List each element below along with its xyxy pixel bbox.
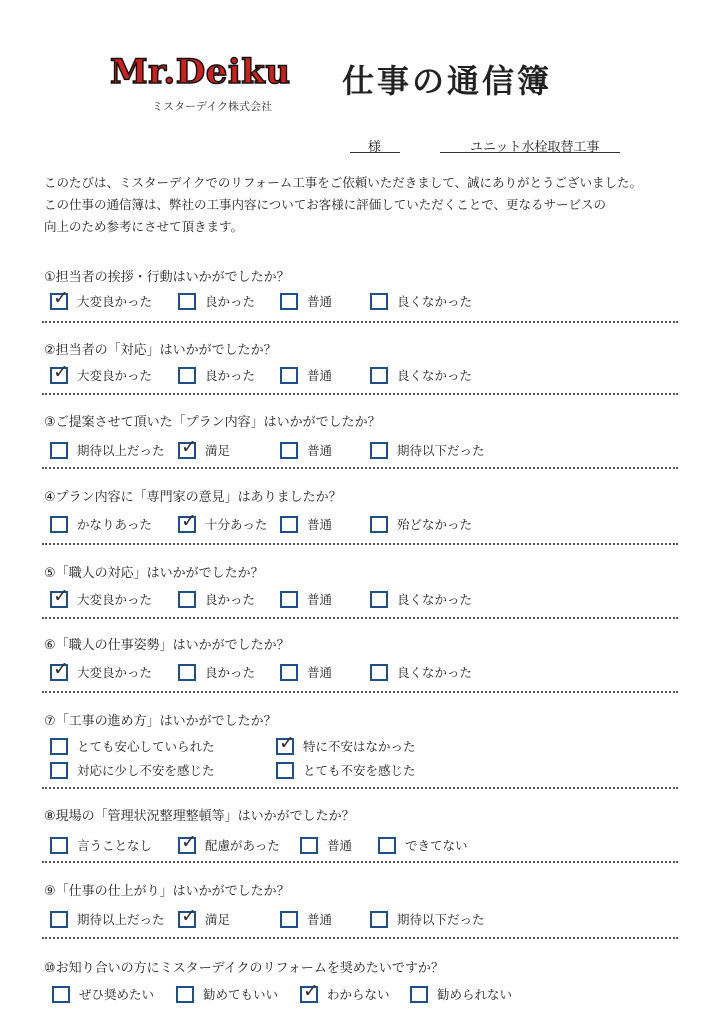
question-title: ③ご提案させて頂いた「プラン内容」はいかがでしたか？ [44, 415, 381, 430]
answer-label: かなりあった [77, 517, 152, 532]
answer-checkbox[interactable] [178, 904, 197, 928]
answer-checkbox[interactable] [370, 367, 388, 384]
check-mark-icon: ✓ [53, 657, 69, 680]
answer-label: とても安心していられた [77, 739, 215, 754]
answer-option[interactable] [280, 292, 332, 310]
answer-option[interactable] [50, 286, 153, 310]
answer-checkbox[interactable] [378, 837, 396, 854]
answer-checkbox[interactable] [280, 664, 298, 681]
logo: Mr.Deiku [110, 52, 291, 92]
answer-checkbox[interactable] [178, 435, 197, 459]
answer-checkbox[interactable] [300, 979, 319, 1003]
answer-checkbox[interactable] [50, 911, 68, 928]
question-title: ②担当者の「対応」はいかがでしたか？ [44, 343, 277, 358]
question-title: ①担当者の挨拶・行動はいかがでしたか？ [44, 270, 290, 285]
answer-option[interactable] [280, 515, 332, 533]
check-mark-icon: ✓ [303, 979, 319, 1002]
answer-label: 言うことなし [77, 838, 153, 853]
answer-checkbox[interactable] [370, 664, 388, 681]
check-mark-icon: ✓ [181, 830, 197, 853]
answer-checkbox[interactable] [50, 762, 68, 779]
document-title: 仕事の通信簿 [342, 62, 553, 100]
answer-option[interactable] [50, 515, 152, 533]
answer-option[interactable] [50, 761, 215, 779]
answer-option[interactable] [50, 910, 165, 928]
company-name: ミスターデイク株式会社 [152, 100, 273, 113]
question-title: ⑦「工事の進め方」はいかがでしたか？ [44, 714, 277, 729]
answer-label: 良かった [205, 368, 256, 383]
answer-checkbox[interactable] [300, 837, 318, 854]
answer-option[interactable] [280, 910, 332, 928]
answer-checkbox[interactable] [50, 360, 69, 384]
answer-checkbox[interactable] [50, 516, 68, 533]
answer-label: 期待以上だった [77, 912, 165, 927]
answer-label: 配慮があった [205, 838, 280, 853]
intro-line: 向上のため参考にさせて頂きます。 [44, 219, 244, 234]
answer-option[interactable] [50, 360, 153, 384]
answer-label: 良くなかった [397, 368, 473, 383]
answer-option[interactable] [370, 515, 472, 533]
intro-line: このたびは、ミスターデイクでのリフォーム工事をご依頼いただきまして、誠にありがとうございました。 [44, 175, 643, 190]
answer-label: 普通 [307, 294, 333, 309]
answer-label: 勧めてもいい [203, 987, 279, 1002]
work-name: ユニット水栓取替工事 [470, 140, 600, 155]
answer-option[interactable] [276, 731, 416, 755]
answer-option[interactable] [276, 761, 416, 779]
answer-checkbox[interactable] [178, 591, 196, 608]
answer-option[interactable] [178, 509, 268, 533]
answer-label: 満足 [205, 912, 231, 927]
check-mark-icon: ✓ [53, 584, 69, 607]
answer-checkbox[interactable] [178, 509, 197, 533]
answer-option[interactable] [370, 441, 485, 459]
question-title: ⑨「仕事の仕上がり」はいかがでしたか？ [44, 884, 290, 899]
answer-option[interactable] [178, 292, 255, 310]
answer-option[interactable] [280, 663, 332, 681]
section-divider [42, 543, 678, 545]
answer-checkbox[interactable] [370, 293, 388, 310]
answer-label: 満足 [205, 443, 231, 458]
work-underline [440, 152, 620, 153]
answer-checkbox[interactable] [50, 286, 69, 310]
answer-option[interactable] [178, 366, 255, 384]
answer-checkbox[interactable] [280, 293, 298, 310]
section-divider [42, 467, 678, 469]
answer-label: 普通 [307, 665, 333, 680]
section-divider [42, 393, 678, 395]
question-title: ⑥「職人の仕事姿勢」はいかがでしたか？ [44, 638, 290, 653]
answer-label: ぜひ奨めたい [79, 987, 155, 1002]
answer-checkbox[interactable] [50, 584, 69, 608]
intro-line: この仕事の通信簿は、弊社の工事内容についてお客様に評価していただくことで、更なるサービスの [44, 197, 607, 212]
answer-label: 対応に少し不安を感じた [77, 763, 215, 778]
answer-checkbox[interactable] [50, 657, 69, 681]
answer-option[interactable] [280, 366, 332, 384]
answer-option[interactable] [378, 836, 468, 854]
check-mark-icon: ✓ [53, 286, 69, 309]
answer-checkbox[interactable] [176, 986, 194, 1003]
answer-label: 期待以下だった [397, 443, 485, 458]
question-title: ⑤「職人の対応」はいかがでしたか？ [44, 566, 264, 581]
answer-checkbox[interactable] [280, 442, 298, 459]
answer-option[interactable] [370, 910, 485, 928]
answer-checkbox[interactable] [370, 516, 388, 533]
customer-underline [350, 152, 400, 153]
answer-checkbox[interactable] [410, 986, 428, 1003]
answer-option[interactable] [410, 985, 512, 1003]
intro-text [44, 172, 642, 238]
answer-label: 良かった [205, 294, 256, 309]
answer-checkbox[interactable] [276, 762, 294, 779]
answer-checkbox[interactable] [50, 442, 68, 459]
answer-label: 大変良かった [77, 294, 153, 309]
section-divider [42, 691, 678, 693]
answer-checkbox[interactable] [178, 664, 196, 681]
section-divider [42, 321, 678, 323]
answer-option[interactable] [178, 904, 231, 928]
answer-checkbox[interactable] [280, 911, 298, 928]
answer-checkbox[interactable] [178, 293, 196, 310]
answer-option[interactable] [50, 584, 153, 608]
check-mark-icon: ✓ [279, 731, 295, 754]
section-divider [42, 861, 678, 863]
answer-checkbox[interactable] [276, 731, 295, 755]
answer-label: 良くなかった [397, 294, 473, 309]
answer-label: 普通 [327, 838, 353, 853]
answer-label: できてない [405, 838, 468, 853]
section-divider [42, 787, 678, 789]
answer-option[interactable] [370, 366, 472, 384]
answer-label: とても不安を感じた [303, 763, 416, 778]
answer-option[interactable] [370, 590, 472, 608]
answer-option[interactable] [178, 663, 255, 681]
check-mark-icon: ✓ [53, 360, 69, 383]
check-mark-icon: ✓ [181, 509, 197, 532]
answer-option[interactable] [50, 657, 153, 681]
answer-option[interactable] [280, 441, 332, 459]
answer-option[interactable] [176, 985, 278, 1003]
section-divider [42, 617, 678, 619]
answer-label: 良かった [205, 665, 256, 680]
answer-checkbox[interactable] [370, 911, 388, 928]
answer-checkbox[interactable] [280, 591, 298, 608]
answer-label: 良くなかった [397, 592, 473, 607]
answer-checkbox[interactable] [50, 738, 68, 755]
customer-honorific: 様 [368, 140, 382, 155]
answer-label: 普通 [307, 368, 333, 383]
answer-option[interactable] [280, 590, 332, 608]
answer-option[interactable] [300, 836, 352, 854]
question-title: ④プラン内容に「専門家の意見」はありましたか？ [44, 490, 342, 505]
answer-option[interactable] [50, 737, 215, 755]
answer-label: 大変良かった [77, 665, 153, 680]
answer-option[interactable] [370, 292, 472, 310]
section-divider [42, 937, 678, 939]
answer-label: 大変良かった [77, 368, 153, 383]
answer-label: わからない [327, 987, 390, 1002]
answer-checkbox[interactable] [280, 367, 298, 384]
answer-label: 十分あった [205, 517, 268, 532]
answer-option[interactable] [50, 836, 152, 854]
answer-label: 普通 [307, 443, 333, 458]
check-mark-icon: ✓ [181, 435, 197, 458]
answer-checkbox[interactable] [50, 837, 68, 854]
answer-label: 勧められない [437, 987, 513, 1002]
answer-option[interactable] [52, 985, 154, 1003]
answer-label: 普通 [307, 592, 333, 607]
answer-option[interactable] [178, 590, 255, 608]
answer-label: 良かった [205, 592, 256, 607]
answer-option[interactable] [370, 663, 472, 681]
answer-label: 良くなかった [397, 665, 473, 680]
answer-option[interactable] [300, 979, 390, 1003]
answer-option[interactable] [178, 830, 280, 854]
answer-checkbox[interactable] [280, 516, 298, 533]
answer-checkbox[interactable] [370, 591, 388, 608]
question-title: ⑧現場の「管理状況整理整頓等」はいかがでしたか？ [44, 809, 355, 824]
answer-label: 大変良かった [77, 592, 153, 607]
answer-label: 殆どなかった [397, 517, 473, 532]
answer-checkbox[interactable] [178, 830, 197, 854]
answer-option[interactable] [178, 435, 231, 459]
answer-label: 期待以下だった [397, 912, 485, 927]
answer-label: 期待以上だった [77, 443, 165, 458]
answer-option[interactable] [50, 441, 165, 459]
check-mark-icon: ✓ [181, 904, 197, 927]
answer-label: 普通 [307, 912, 333, 927]
answer-checkbox[interactable] [178, 367, 196, 384]
question-title: ⑩お知り合いの方にミスターデイクのリフォームを奨めたいですか？ [44, 961, 444, 976]
answer-checkbox[interactable] [370, 442, 388, 459]
answer-label: 普通 [307, 517, 333, 532]
answer-label: 特に不安はなかった [303, 739, 416, 754]
answer-checkbox[interactable] [52, 986, 70, 1003]
